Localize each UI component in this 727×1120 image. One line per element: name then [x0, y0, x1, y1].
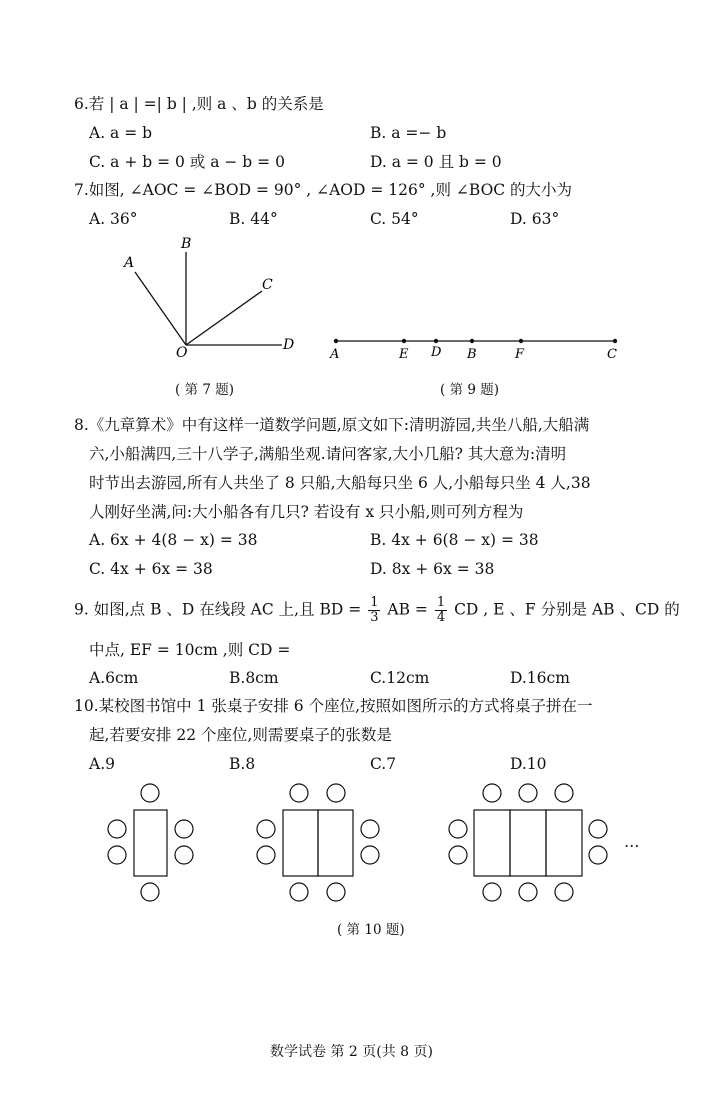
- frac1-den: 3: [370, 610, 379, 625]
- q9-stem-part2: AB =: [387, 600, 428, 619]
- q8-option-c: C. 4x + 6x = 38: [89, 560, 213, 578]
- q10-caption: ( 第 10 题): [337, 922, 405, 938]
- seat: [327, 784, 345, 802]
- label-b: B: [181, 236, 192, 252]
- q8-line-2: 六,小船满四,三十八学子,满船坐观.请问客家,大小几船? 其大意为:清明: [89, 445, 567, 463]
- q7-stem: 7.如图, ∠AOC = ∠BOD = 90° , ∠AOD = 126° ,则 ∠BOC 的大小为: [74, 181, 573, 199]
- seat: [141, 883, 159, 901]
- seat: [519, 784, 537, 802]
- frac2-den: 4: [436, 610, 446, 625]
- seat: [141, 784, 159, 802]
- q8-option-b: B. 4x + 6(8 − x) = 38: [370, 531, 539, 549]
- q8-option-a: A. 6x + 4(8 − x) = 38: [89, 531, 258, 549]
- q7-caption: ( 第 7 题): [175, 382, 234, 398]
- q9-option-c: C.12cm: [370, 669, 430, 687]
- table-3b: [510, 810, 546, 876]
- table-3c: [546, 810, 582, 876]
- table-2a: [283, 810, 318, 876]
- table-3a: [474, 810, 510, 876]
- label-c: C: [262, 277, 273, 293]
- table-2b: [318, 810, 353, 876]
- frac1-num: 1: [370, 595, 379, 610]
- label-point-f: F: [515, 347, 525, 362]
- q9-line-2: 中点, EF = 10cm ,则 CD =: [89, 641, 291, 659]
- seat: [327, 883, 345, 901]
- seat: [290, 883, 308, 901]
- q10-option-b: B.8: [229, 755, 256, 773]
- seat: [175, 820, 193, 838]
- q6-option-b: B. a =− b: [370, 124, 447, 142]
- label-point-b: B: [467, 347, 477, 362]
- seat: [449, 846, 467, 864]
- seat: [257, 846, 275, 864]
- seat: [108, 820, 126, 838]
- q6-stem: 6.若 | a | =| b | ,则 a 、b 的关系是: [74, 95, 324, 113]
- q7-option-c: C. 54°: [370, 210, 419, 228]
- seat: [589, 820, 607, 838]
- q8-line-4: 人刚好坐满,问:大小船各有几只? 若设有 x 只小船,则可列方程为: [89, 503, 524, 521]
- label-point-c: C: [607, 347, 617, 362]
- seat: [483, 883, 501, 901]
- q9-stem-part1: 9. 如图,点 B 、D 在线段 AC 上,且 BD =: [74, 600, 362, 619]
- q9-option-a: A.6cm: [89, 669, 139, 687]
- q9-option-d: D.16cm: [510, 669, 570, 687]
- seat: [519, 883, 537, 901]
- q10-line-2: 起,若要安排 22 个座位,则需要桌子的张数是: [89, 726, 392, 744]
- seat: [483, 784, 501, 802]
- q6-option-c: C. a + b = 0 或 a − b = 0: [89, 153, 285, 171]
- seat: [361, 846, 379, 864]
- q8-option-d: D. 8x + 6x = 38: [370, 560, 495, 578]
- q8-line-3: 时节出去游园,所有人共坐了 8 只船,大船每只坐 6 人,小船每只坐 4 人,38: [89, 474, 591, 492]
- q10-ellipsis: …: [624, 833, 640, 851]
- label-d: D: [283, 337, 295, 353]
- q7-option-d: D. 63°: [510, 210, 560, 228]
- q10-option-c: C.7: [370, 755, 397, 773]
- q10-line-1: 10.某校图书馆中 1 张桌子安排 6 个座位,按照如图所示的方式将桌子拼在一: [74, 697, 593, 715]
- seat: [589, 846, 607, 864]
- q7-option-b: B. 44°: [229, 210, 278, 228]
- label-point-a: A: [330, 347, 340, 362]
- seat: [449, 820, 467, 838]
- q6-option-d: D. a = 0 且 b = 0: [370, 153, 502, 171]
- label-point-e: E: [399, 347, 409, 362]
- label-a: A: [124, 255, 135, 271]
- page-footer: 数学试卷 第 2 页(共 8 页): [270, 1044, 433, 1060]
- seat: [175, 846, 193, 864]
- seat: [361, 820, 379, 838]
- q9-stem-part3: CD , E 、F 分别是 AB 、CD 的: [454, 600, 680, 619]
- frac2-num: 1: [436, 595, 446, 610]
- seat: [257, 820, 275, 838]
- table-1: [134, 810, 167, 876]
- q9-figure-caption: ( 第 9 题): [440, 382, 499, 398]
- seat: [555, 883, 573, 901]
- label-o: O: [176, 345, 188, 361]
- q9-option-b: B.8cm: [229, 669, 279, 687]
- seat: [290, 784, 308, 802]
- seat: [555, 784, 573, 802]
- seat: [108, 846, 126, 864]
- q10-option-d: D.10: [510, 755, 547, 773]
- q10-option-a: A.9: [89, 755, 115, 773]
- q7-option-a: A. 36°: [89, 210, 138, 228]
- label-point-d: D: [431, 345, 442, 360]
- q6-option-a: A. a = b: [89, 124, 153, 142]
- q8-line-1: 8.《九章算术》中有这样一道数学问题,原文如下:清明游园,共坐八船,大船满: [74, 416, 590, 434]
